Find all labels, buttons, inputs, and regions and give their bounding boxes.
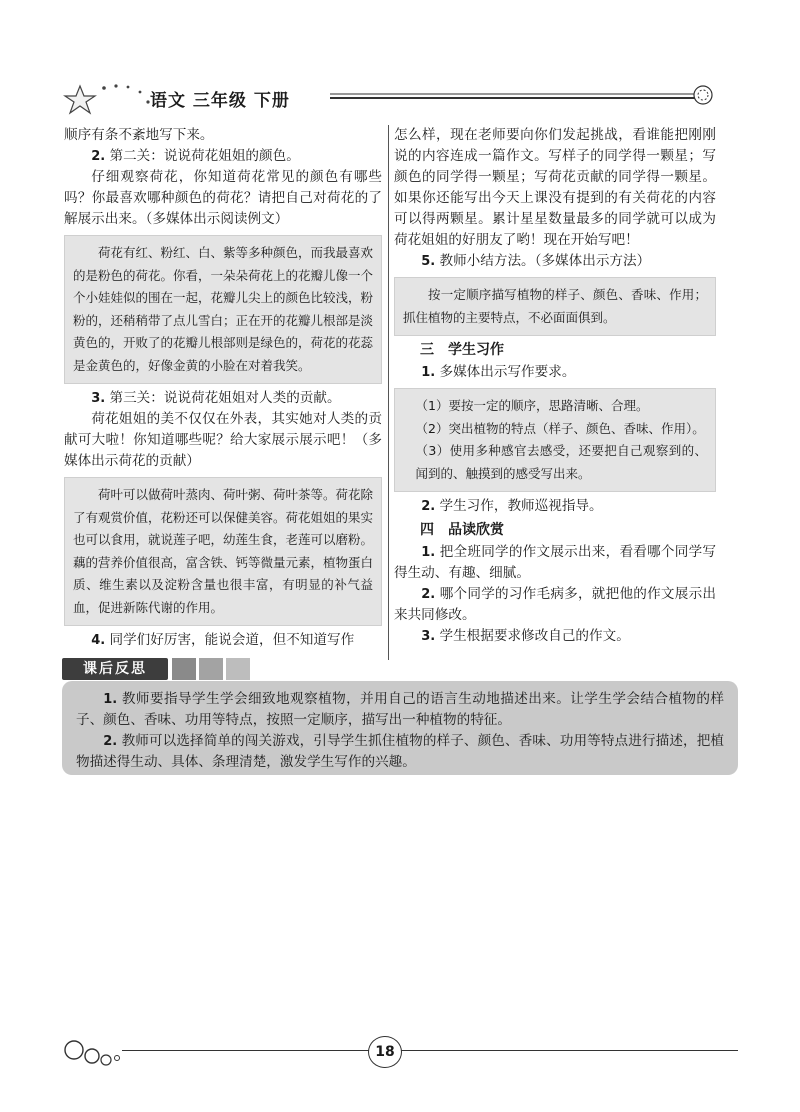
page-footer: [62, 1030, 738, 1090]
method-text: 按一定顺序描写植物的样子、颜色、香味、作用；抓住植物的主要特点，不必面面俱到。: [403, 287, 707, 325]
requirements-box: [394, 388, 716, 492]
footer-rule: [122, 1050, 738, 1051]
header-circle-icon: [692, 84, 714, 106]
paragraph: 仔细观察荷花，你知道荷花常见的颜色有哪些吗？你最喜欢哪种颜色的荷花？请把自己对荷花的了解展示出来。（多媒体出示阅读例文）: [64, 169, 382, 227]
requirement-item: （3）使用多种感官去感受，还要把自己观察到的、闻到的、触摸到的感受写出来。: [415, 443, 707, 481]
section-heading: 三 学生习作: [420, 342, 504, 358]
reflection-item: 2. 教师可以选择简单的闯关游戏，引导学生抓住植物的样子、颜色、香味、功用等特点进行描述，把植物描述得生动、具体、条理清楚，激发学生写作的兴趣。: [76, 733, 724, 770]
list-item: 1. 把全班同学的作文展示出来，看看哪个同学写得生动、有趣、细腻。: [394, 544, 717, 581]
step-heading: 2. 第二关：说说荷花姐姐的颜色。: [91, 148, 300, 164]
header-rule: [330, 92, 700, 102]
left-column: [64, 125, 382, 651]
step-heading: 5. 教师小结方法。（多媒体出示方法）: [421, 253, 651, 269]
decor-square: [199, 658, 223, 680]
step-heading: 3. 第三关：说说荷花姐姐对人类的贡献。: [91, 390, 341, 406]
list-item: 3. 学生根据要求修改自己的作文。: [421, 628, 630, 644]
requirement-item: （2）突出植物的特点（样子、颜色、香味、作用）。: [415, 420, 705, 436]
list-item: 2. 学生习作，教师巡视指导。: [421, 498, 603, 514]
reflection-tag: 课后反思: [62, 658, 168, 680]
bubbles-decoration-icon: [62, 1034, 132, 1068]
method-box: [394, 277, 716, 336]
step-heading: 4. 同学们好厉害，能说会道，但不知道写作: [91, 632, 355, 648]
header-title: 语文 三年级 下册: [150, 91, 290, 111]
section-heading: 四 品读欣赏: [420, 522, 504, 538]
reflection-box: [62, 681, 738, 775]
paragraph: 顺序有条不紊地写下来。: [64, 127, 214, 143]
example-box: [64, 477, 382, 626]
list-item: 2. 哪个同学的习作毛病多，就把他的作文展示出来共同修改。: [394, 586, 717, 623]
page-header: [50, 78, 720, 118]
paragraph: 怎么样，现在老师要向你们发起挑战，看谁能把刚刚说的内容连成一篇作文。写样子的同学得一颗星；写颜色的同学得一颗星；写荷花贡献的同学得一颗星。如果你还能写出今天上课没有提到的有关荷花的内容可以得两颗星。累计星星数量最多的同学就可以成为荷花姐姐的好朋友了哟！现在开始写吧！: [394, 127, 716, 248]
decor-square: [172, 658, 196, 680]
example-text: 荷叶可以做荷叶蒸肉、荷叶粥、荷叶茶等。荷花除了有观赏价值，花粉还可以保健美容。荷花姐姐的果实也可以食用，就说莲子吧，幼莲生食，老莲可以磨粉。藕的营养价值很高，富含铁、钙等微量元素，植物蛋白质、维生素以及淀粉含量也很丰富，有明显的补气益血，促进新陈代谢的作用。: [73, 487, 374, 615]
column-divider: [388, 125, 389, 660]
requirement-item: （1）要按一定的顺序，思路清晰、合理。: [415, 398, 649, 413]
example-text: 荷花有红、粉红、白、紫等多种颜色，而我最喜欢的是粉色的荷花。你看，一朵朵荷花上的花瓣儿像一个个小娃娃似的围在一起，花瓣儿尖上的颜色比较浅，粉粉的，还稍稍带了点儿雪白；正在开的花瓣儿根部是淡黄色的，开败了的花瓣儿根部则是绿色的，荷花的花蕊是金黄色的，好像金黄的小脸在对着我笑。: [73, 245, 374, 373]
paragraph: 荷花姐姐的美不仅仅在外表，其实她对人类的贡献可大啦！你知道哪些呢？给大家展示展示吧！（多媒体出示荷花的贡献）: [64, 411, 382, 469]
page-number: 18: [368, 1036, 402, 1068]
example-box: [64, 235, 382, 384]
list-item: 1. 多媒体出示写作要求。: [421, 364, 576, 380]
decor-square: [226, 658, 250, 680]
reflection-item: 1. 教师要指导学生学会细致地观察植物，并用自己的语言生动地描述出来。让学生学会结合植物的样子、颜色、香味、功用等特点，按照一定顺序，描写出一种植物的特征。: [76, 691, 725, 728]
right-column: [394, 125, 716, 647]
